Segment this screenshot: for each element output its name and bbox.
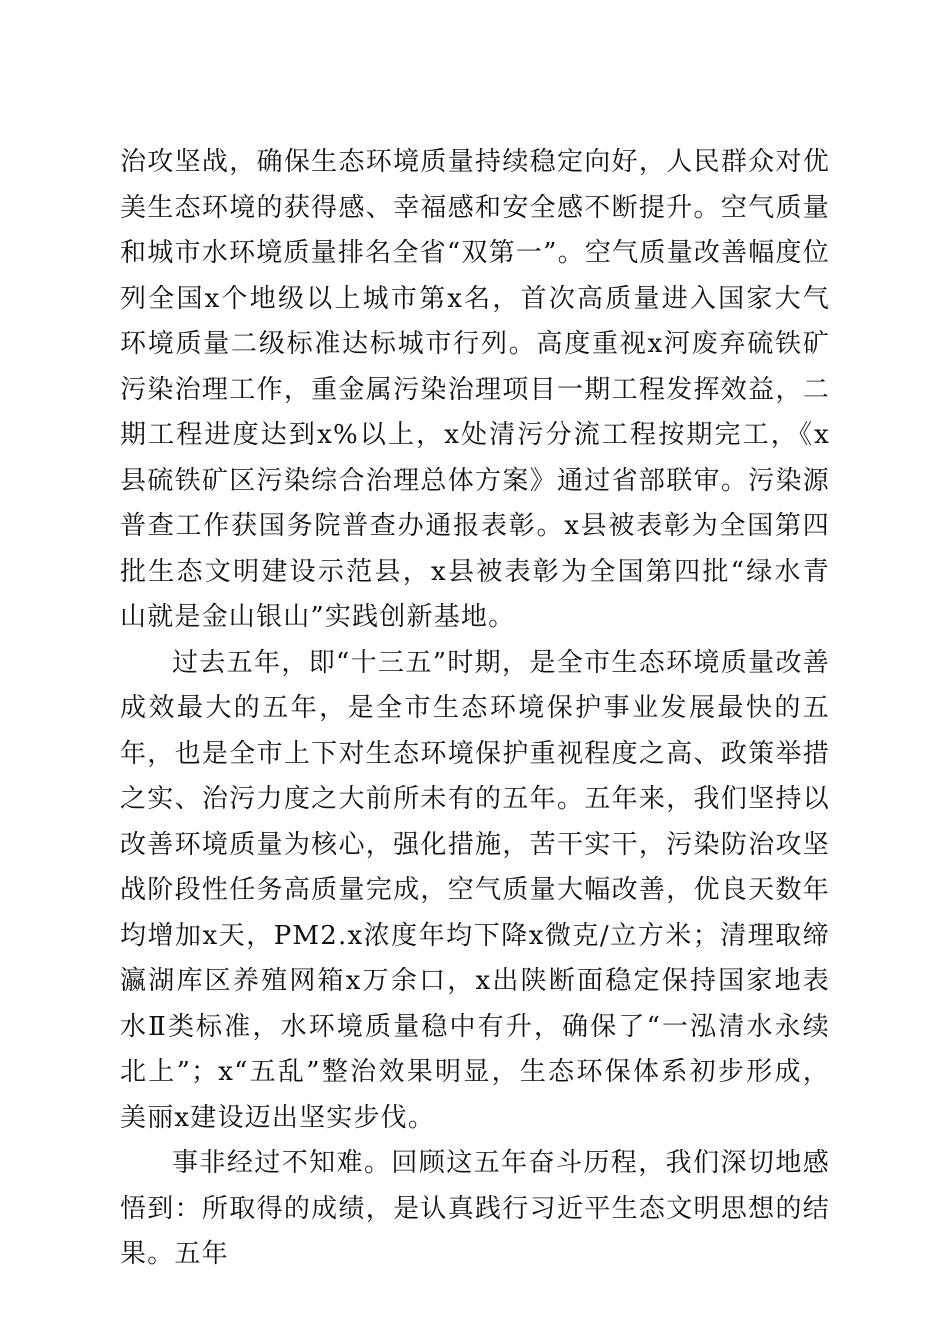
paragraph-continuation: 治攻坚战，确保生态环境质量持续稳定向好，人民群众对优美生态环境的获得感、幸福感和安全感不断提升。空气质量和城市水环境质量排名全省“双第一”。空气质量改善幅度位列全国x个地级以上城市第x名，首次高质量进入国家大气环境质量二级标准达标城市行列。高度重视x河废弃硫铁矿污染治理工作，重金属污染治理项目一期工程发挥效益，二期工程进度达到x%以上，x处清污分流工程按期完工，《x县硫铁矿区污染综合治理总体方案》通过省部联审。污染源普查工作获国务院普查办通报表彰。x县被表彰为全国第四批生态文明建设示范县，x县被表彰为全国第四批“绿水青山就是金山银山”实践创新基地。 (120, 147, 830, 632)
document-body (120, 140, 830, 1278)
paragraph-reflection: 事非经过不知难。回顾这五年奋斗历程，我们深切地感悟到：所取得的成绩，是认真践行习近平生态文明思想的结果。五年 (120, 1148, 830, 1269)
paragraph-thirteenth-five-year: 过去五年，即“十三五”时期，是全市生态环境质量改善成效最大的五年，是全市生态环境保护事业发展最快的五年，也是全市上下对生态环境保护重视程度之高、政策举措之实、治污力度之大前所未有的五年。五年来，我们坚持以改善环境质量为核心，强化措施，苦干实干，污染防治攻坚战阶段性任务高质量完成，空气质量大幅改善，优良天数年均增加x天，PM2.x浓度年均下降x微克/立方米；清理取缔瀛湖库区养殖网箱x万余口，x出陕断面稳定保持国家地表水Ⅱ类标准，水环境质量稳中有升，确保了“一泓清水永续北上”；x“五乱”整治效果明显，生态环保体系初步形成，美丽x建设迈出坚实步伐。 (120, 647, 830, 1133)
